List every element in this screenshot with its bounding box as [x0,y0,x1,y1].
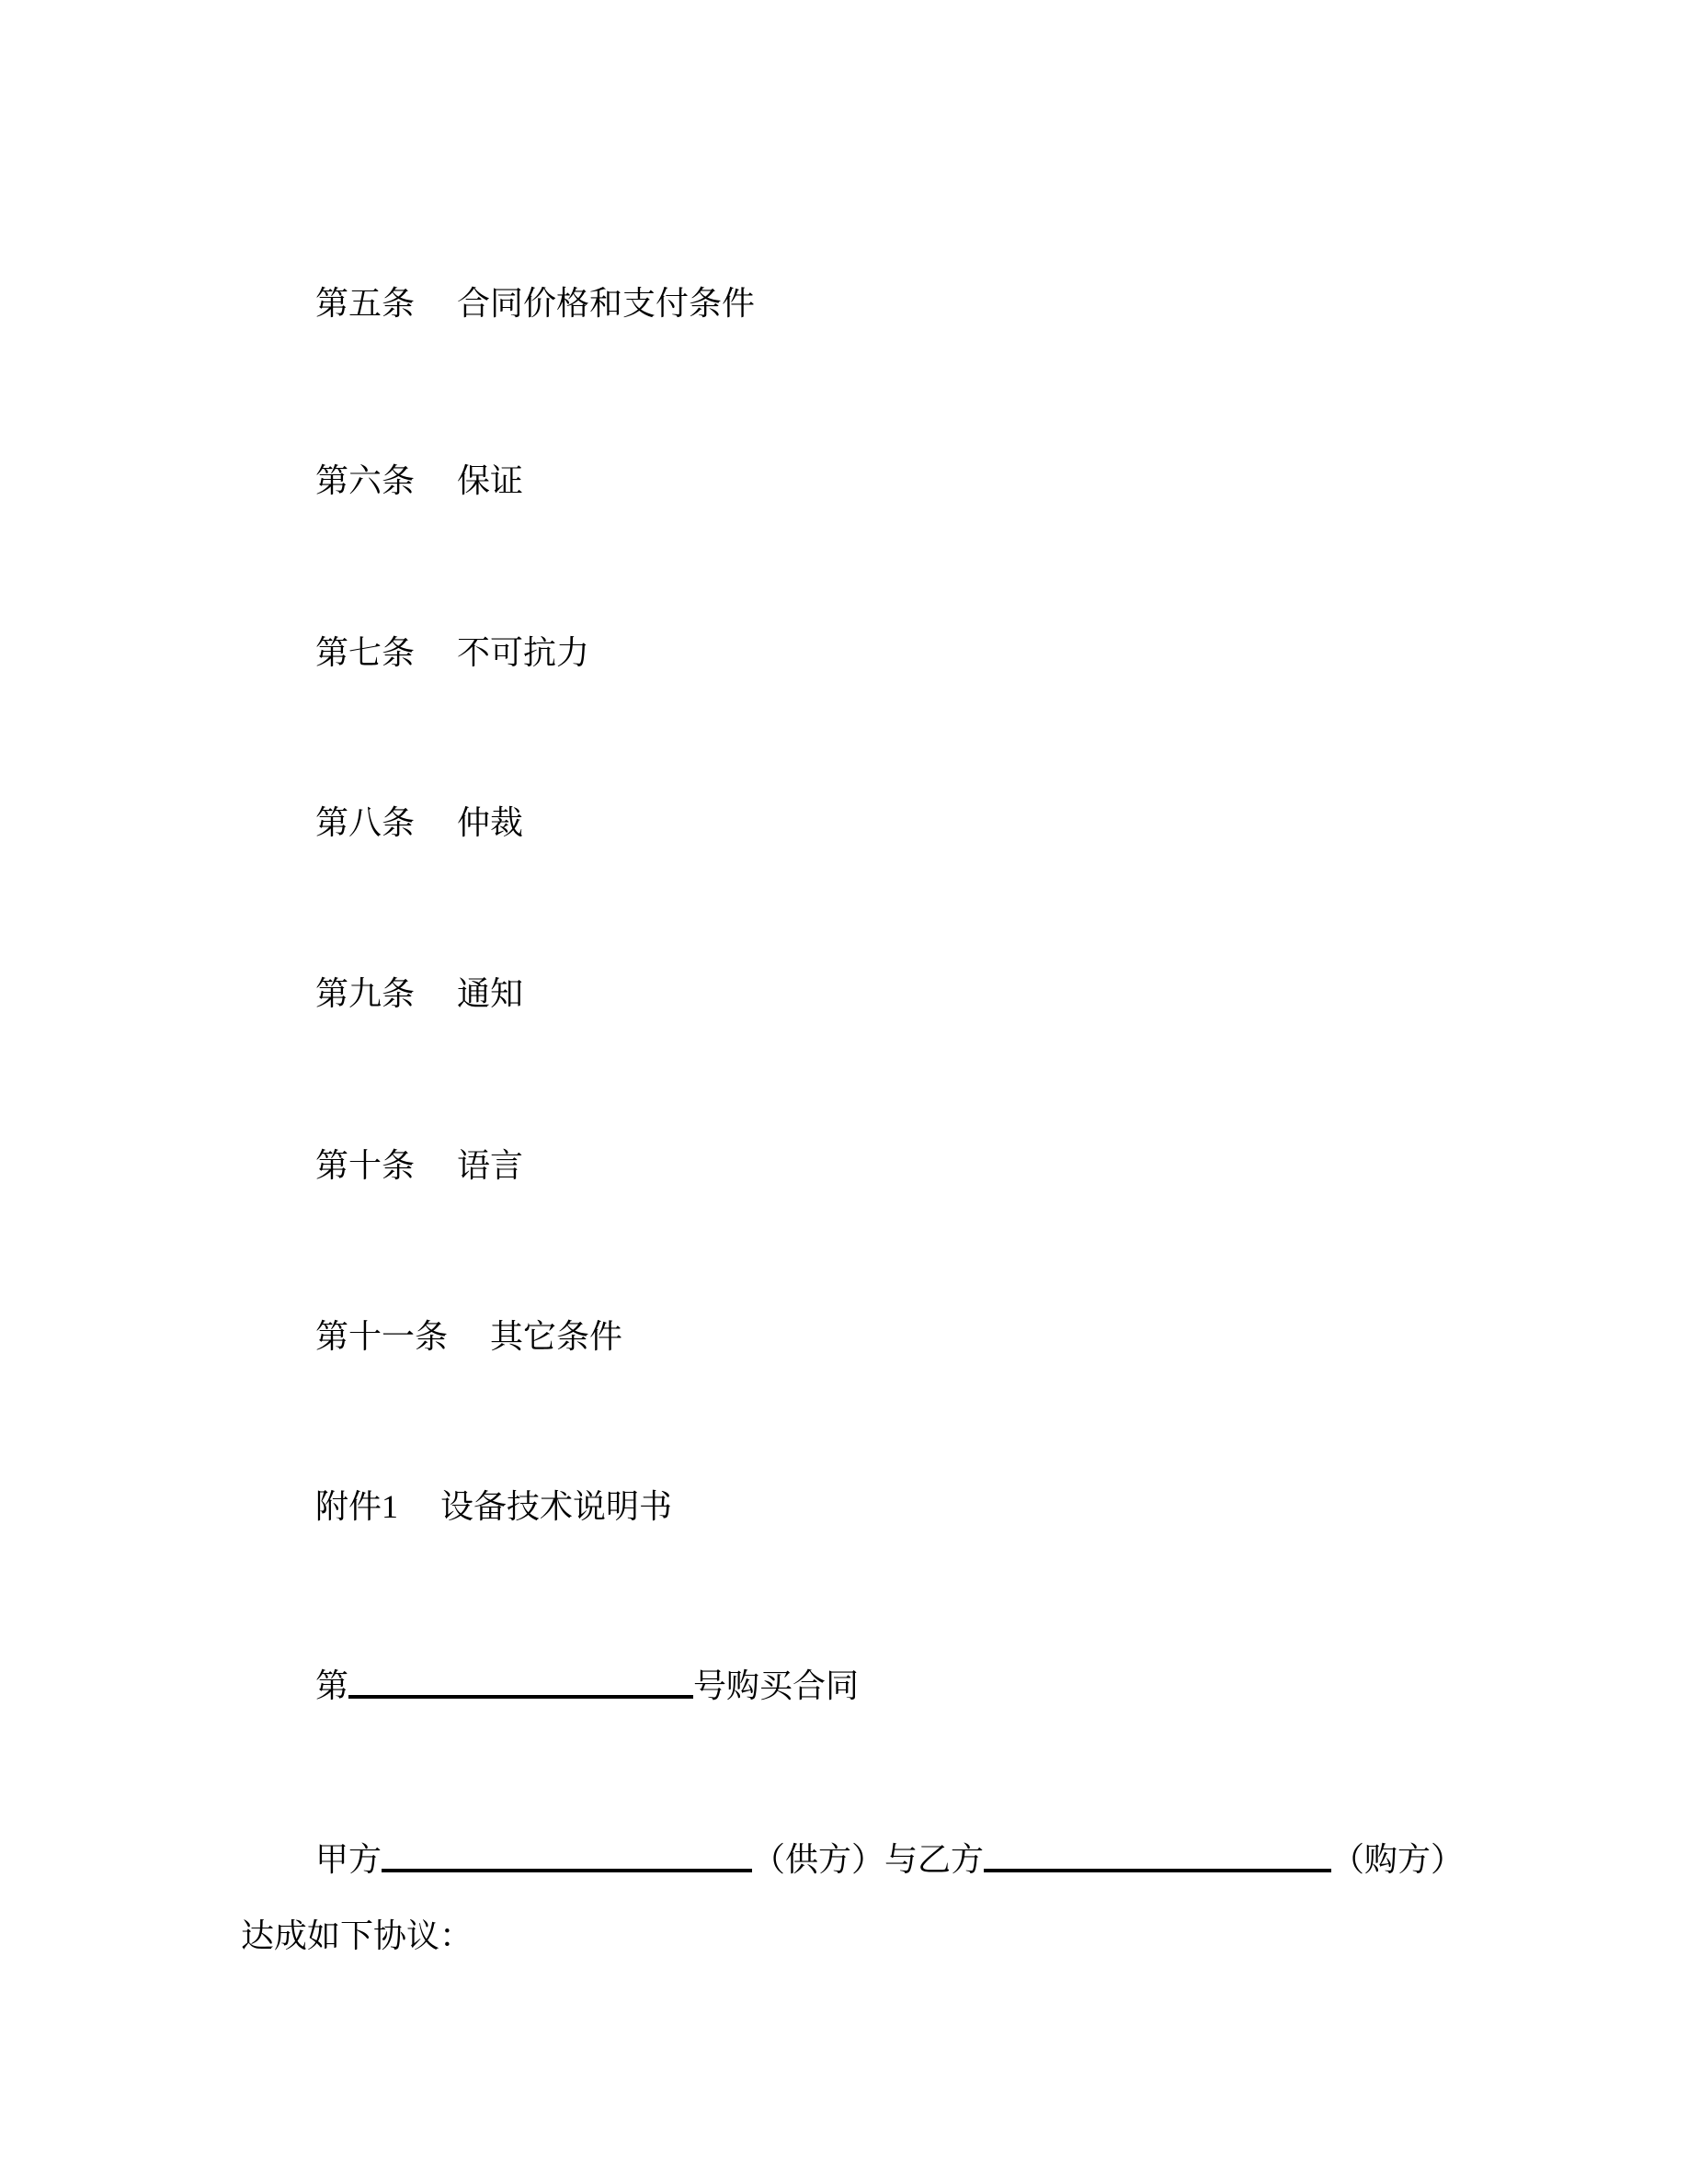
article-heading-8 [241,806,523,839]
article-title: 不可抗力 [457,634,590,671]
contract-number-prefix: 第 [315,1667,349,1704]
contract-number-line [241,1662,859,1702]
article-label: 第七条 [315,634,416,671]
article-label: 第九条 [315,975,416,1012]
article-label: 第十一条 [315,1318,449,1355]
attachment-heading [241,1490,672,1523]
attachment-title: 设备技术说明书 [440,1488,673,1525]
article-heading-5 [241,287,755,320]
article-title: 保证 [457,462,524,499]
agreement-line: 达成如下协议： [241,1917,473,1954]
article-label: 第八条 [315,804,416,841]
article-heading-7 [241,636,589,669]
article-title: 仲裁 [457,804,524,841]
party-a-label: 甲方 [315,1841,382,1878]
article-title: 语言 [457,1147,524,1184]
article-title: 其它条件 [490,1318,623,1355]
article-label: 第六条 [315,462,416,499]
party-b-label: 与乙方 [884,1841,985,1878]
supplier-paren-label: （供方） [752,1841,885,1878]
article-heading-10 [241,1149,523,1182]
contract-number-suffix: 号购买合同 [693,1667,860,1704]
article-title: 通知 [457,975,524,1012]
buyer-paren-label: （购方） [1331,1841,1465,1878]
article-title: 合同价格和支付条件 [457,285,756,322]
article-heading-6 [241,464,523,497]
article-label: 第五条 [315,285,416,322]
article-label: 第十条 [315,1147,416,1184]
article-heading-11 [241,1320,622,1353]
party-b-blank-underline [984,1836,1331,1872]
parties-line [241,1836,1464,1876]
article-heading-9 [241,977,523,1010]
attachment-label: 附件1 [315,1488,399,1525]
contract-number-blank-underline [348,1662,693,1699]
party-a-blank-underline [382,1836,752,1872]
